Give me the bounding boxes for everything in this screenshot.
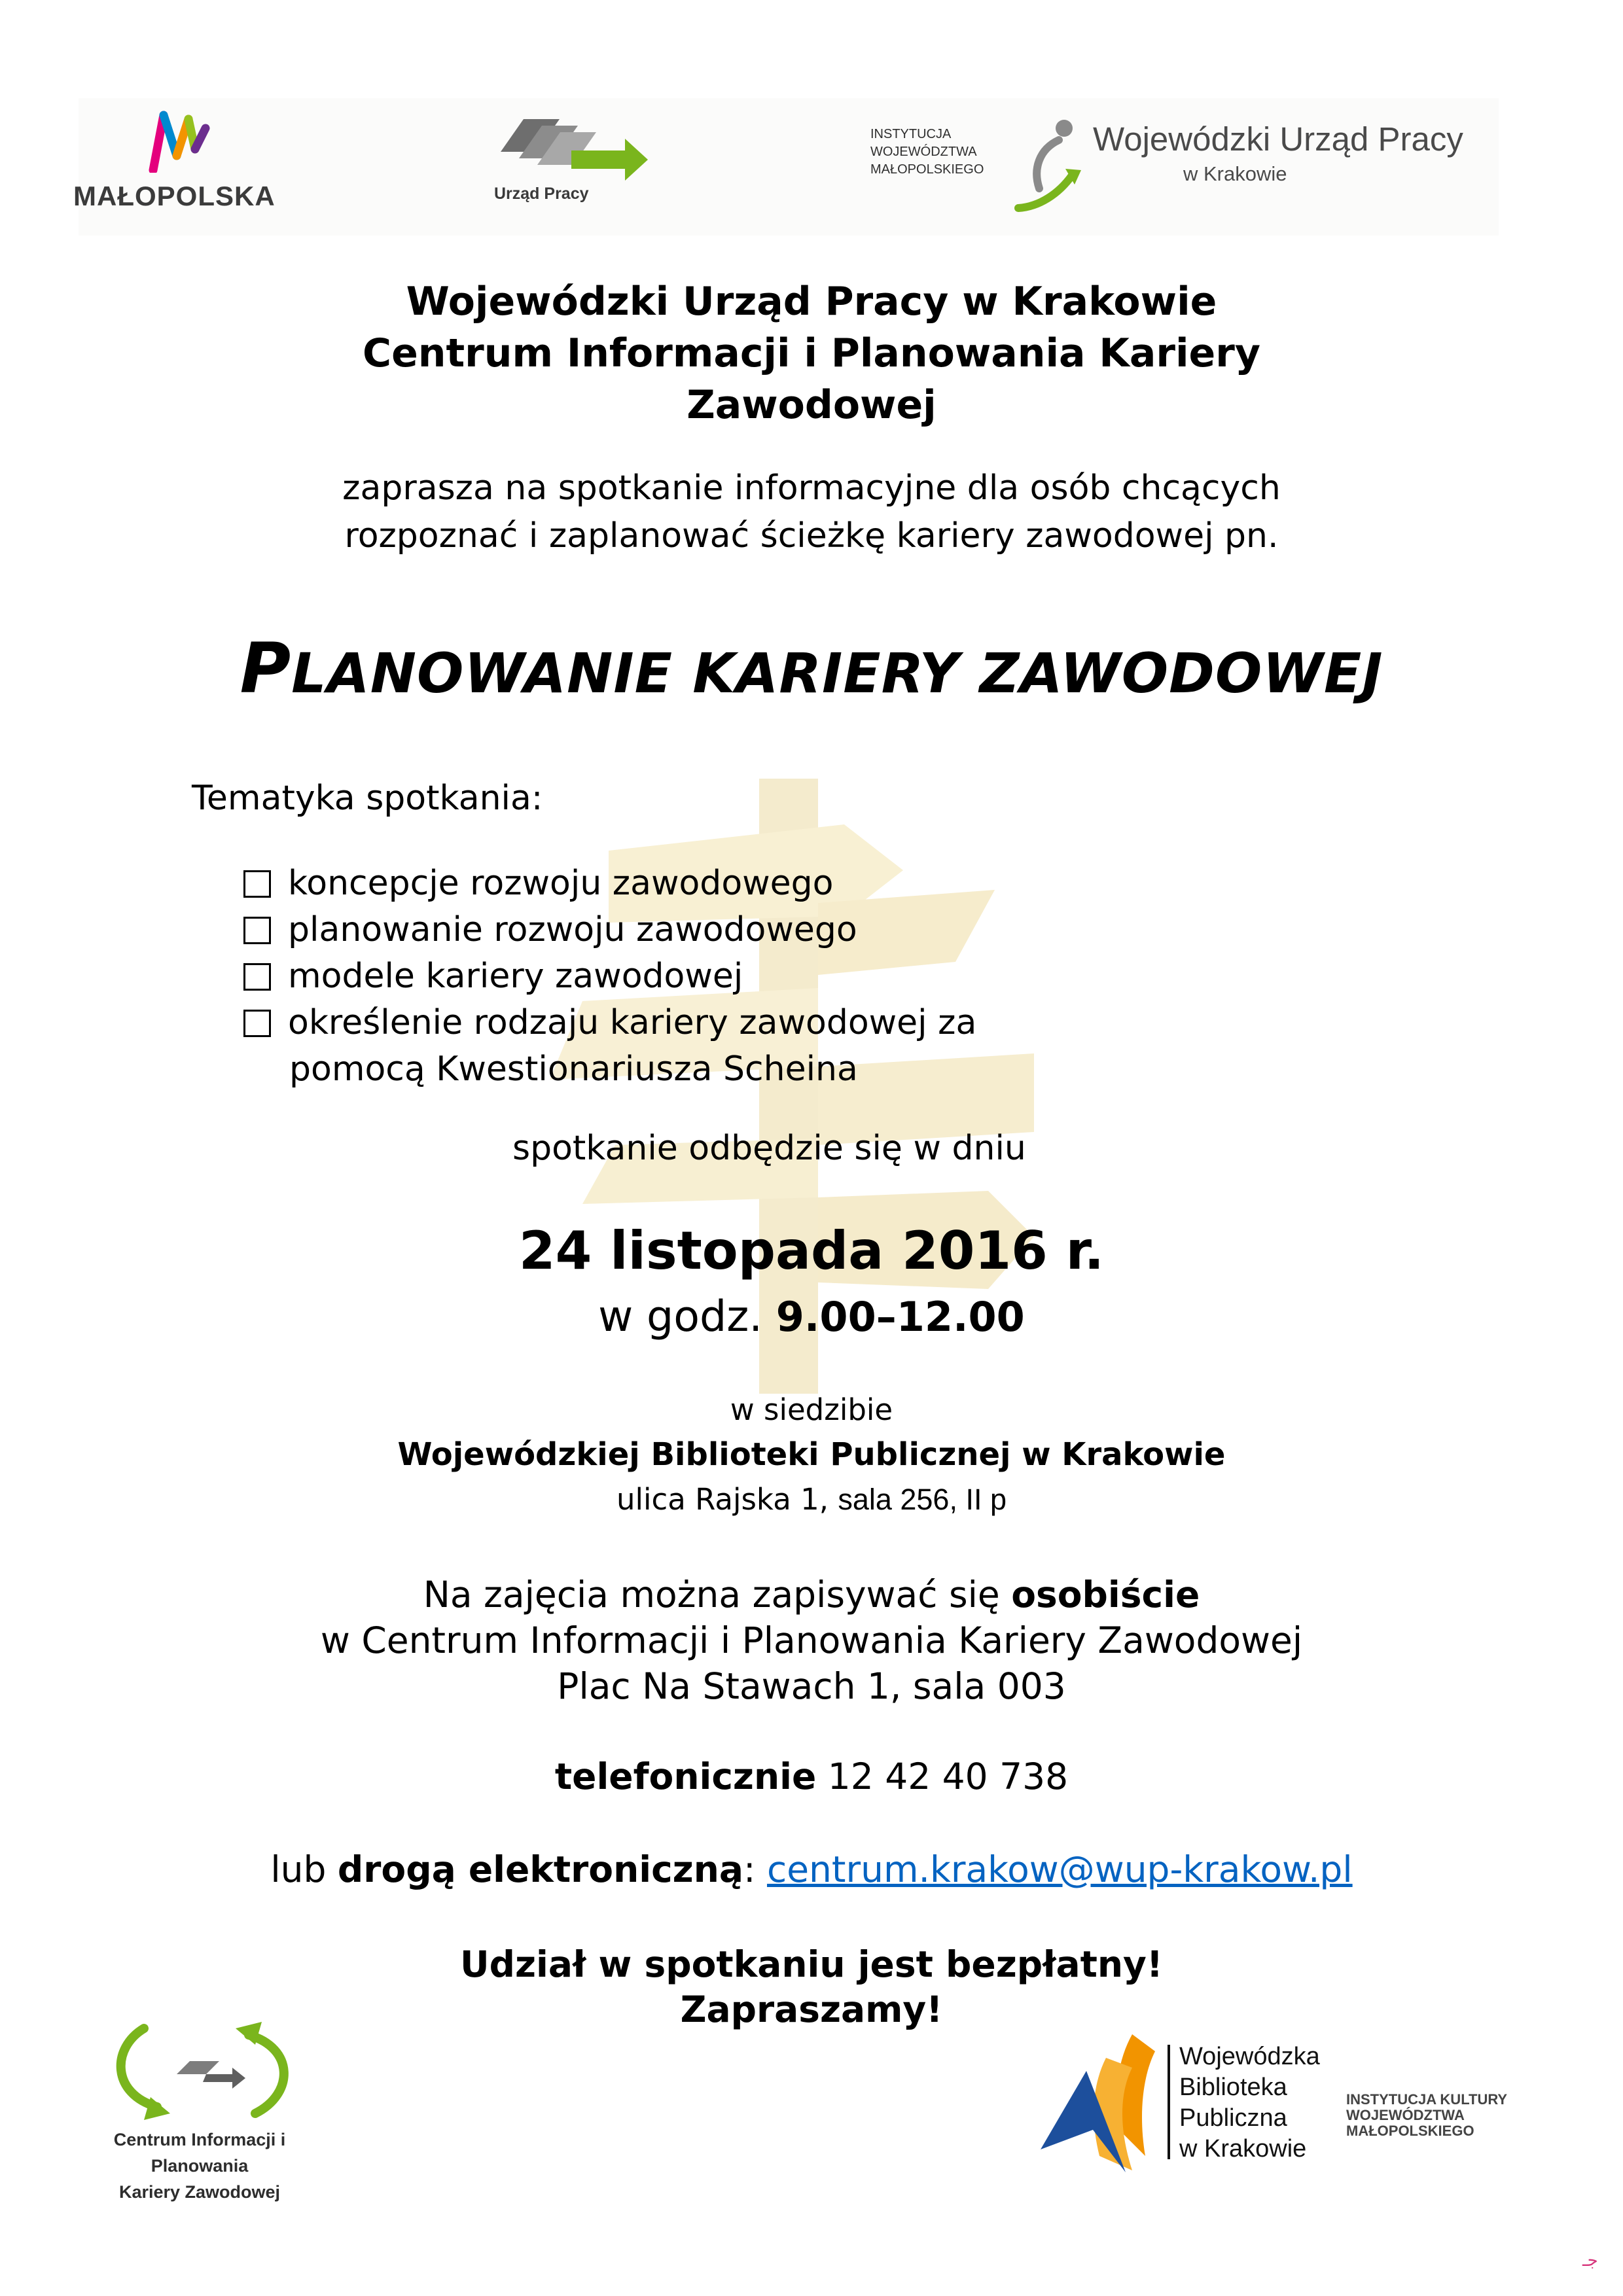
urzad-pracy-arrow-icon bbox=[494, 113, 651, 185]
email-line bbox=[0, 1846, 1623, 1892]
cip-caption bbox=[69, 2127, 330, 2205]
event-title-initial: P bbox=[240, 628, 292, 709]
invitation-intro bbox=[0, 465, 1623, 560]
wbp-divider bbox=[1168, 2045, 1171, 2159]
urzad-pracy-logo bbox=[494, 113, 664, 217]
malopolska-logo bbox=[73, 110, 283, 215]
phone-line bbox=[0, 1754, 1623, 1799]
email-colon: : bbox=[743, 1848, 756, 1890]
list-item bbox=[243, 953, 976, 1000]
list-item bbox=[243, 1000, 976, 1046]
urzad-pracy-wordmark: Urząd Pracy bbox=[494, 185, 589, 203]
organizer-line: Centrum Informacji i Planowania Kariery bbox=[363, 330, 1260, 376]
phone-number: 12 42 40 738 bbox=[827, 1756, 1069, 1797]
registration-prefix: Na zajęcia można zapisywać się bbox=[423, 1574, 1000, 1616]
wup-figure-icon bbox=[1013, 116, 1085, 215]
email-link[interactable]: centrum.krakow@wup-krakow.pl bbox=[766, 1848, 1353, 1890]
corner-mark: جـ bbox=[1582, 2251, 1598, 2270]
topic-label: określenie rodzaju kariery zawodowej za bbox=[288, 1003, 977, 1042]
topic-label: planowanie rozwoju zawodowego bbox=[288, 910, 857, 949]
wup-subtitle: w Krakowie bbox=[1183, 162, 1287, 185]
registration-line: w Centrum Informacji i Planowania Kariery Zawodowej bbox=[320, 1619, 1303, 1661]
closing-line: Zapraszamy! bbox=[680, 1988, 943, 2030]
list-item bbox=[243, 860, 976, 907]
wup-institution-line: WOJEWÓDZTWA bbox=[870, 145, 977, 159]
registration-block bbox=[0, 1572, 1623, 1709]
wup-institution-line: INSTYTUCJA bbox=[870, 127, 952, 141]
wup-title: Wojewódzki Urząd Pracy bbox=[1093, 120, 1463, 158]
schedule-lead: spotkanie odbędzie się w dniu bbox=[512, 1129, 1026, 1168]
empty-square-icon bbox=[243, 917, 271, 944]
cip-arrows-icon bbox=[98, 2015, 308, 2127]
event-title-rest: LANOWANIE KARIERY ZAWODOWEJ bbox=[291, 641, 1383, 705]
organizer-line: Wojewódzki Urząd Pracy w Krakowie bbox=[406, 279, 1217, 325]
culture-institution-line: MAŁOPOLSKIEGO bbox=[1346, 2123, 1474, 2139]
intro-line: rozpoznać i zaplanować ścieżkę kariery zawodowej pn. bbox=[344, 516, 1279, 556]
culture-institution-line: INSTYTUCJA KULTURY bbox=[1346, 2091, 1508, 2108]
malopolska-m-icon bbox=[147, 110, 212, 173]
empty-square-icon bbox=[243, 963, 271, 991]
wbp-wordmark bbox=[1179, 2041, 1320, 2164]
event-date: 24 listopada 2016 r. bbox=[518, 1220, 1105, 1281]
time-range: 9.00–12.00 bbox=[776, 1293, 1025, 1341]
culture-institution-line: WOJEWÓDZTWA bbox=[1346, 2107, 1465, 2123]
intro-line: zaprasza na spotkanie informacyjne dla osób chcących bbox=[342, 468, 1281, 508]
venue-address bbox=[0, 1482, 1623, 1517]
empty-square-icon bbox=[243, 1010, 271, 1037]
organizer-heading bbox=[0, 276, 1623, 431]
topics-list bbox=[243, 860, 976, 1093]
wbp-logo bbox=[1034, 2032, 1400, 2182]
registration-line: Plac Na Stawach 1, sala 003 bbox=[557, 1665, 1066, 1707]
email-label: drogą elektroniczną bbox=[337, 1848, 743, 1890]
wbp-line: Wojewódzka bbox=[1179, 2043, 1320, 2070]
email-prefix: lub bbox=[270, 1848, 327, 1890]
wbp-line: Biblioteka bbox=[1179, 2074, 1287, 2101]
culture-institution-label bbox=[1346, 2092, 1507, 2139]
wbp-line: w Krakowie bbox=[1179, 2135, 1307, 2163]
venue-name: Wojewódzkiej Biblioteki Publicznej w Krakowie bbox=[397, 1436, 1226, 1473]
venue-room: sala 256, II p bbox=[838, 1483, 1007, 1516]
cip-caption-line: Centrum Informacji i Planowania bbox=[113, 2130, 286, 2176]
event-time bbox=[0, 1292, 1623, 1341]
registration-emphasis: osobiście bbox=[1011, 1574, 1200, 1616]
cip-logo bbox=[69, 2015, 330, 2202]
venue-street: ulica Rajska 1, bbox=[616, 1482, 829, 1517]
event-title bbox=[0, 628, 1623, 709]
topic-continuation: pomocą Kwestionariusza Scheina bbox=[289, 1050, 858, 1089]
topics-heading: Tematyka spotkania: bbox=[192, 779, 543, 818]
time-prefix: w godz. bbox=[598, 1292, 763, 1341]
organizer-line: Zawodowej bbox=[687, 382, 936, 428]
wup-institution-line: MAŁOPOLSKIEGO bbox=[870, 162, 984, 177]
venue-lead: w siedzibie bbox=[730, 1392, 893, 1427]
empty-square-icon bbox=[243, 870, 271, 898]
list-item bbox=[243, 907, 976, 953]
cip-caption-line: Kariery Zawodowej bbox=[118, 2182, 281, 2202]
topic-label: koncepcje rozwoju zawodowego bbox=[288, 864, 834, 903]
phone-label: telefonicznie bbox=[554, 1756, 817, 1797]
topic-label: modele kariery zawodowej bbox=[288, 957, 743, 996]
closing-line: Udział w spotkaniu jest bezpłatny! bbox=[459, 1943, 1163, 1985]
malopolska-wordmark: MAŁOPOLSKA bbox=[73, 181, 276, 211]
wup-institution-label bbox=[870, 126, 984, 179]
wbp-book-icon bbox=[1034, 2032, 1165, 2176]
registration-line bbox=[0, 1572, 1623, 1617]
wup-logo bbox=[870, 116, 1512, 221]
wbp-line: Publiczna bbox=[1179, 2104, 1287, 2132]
